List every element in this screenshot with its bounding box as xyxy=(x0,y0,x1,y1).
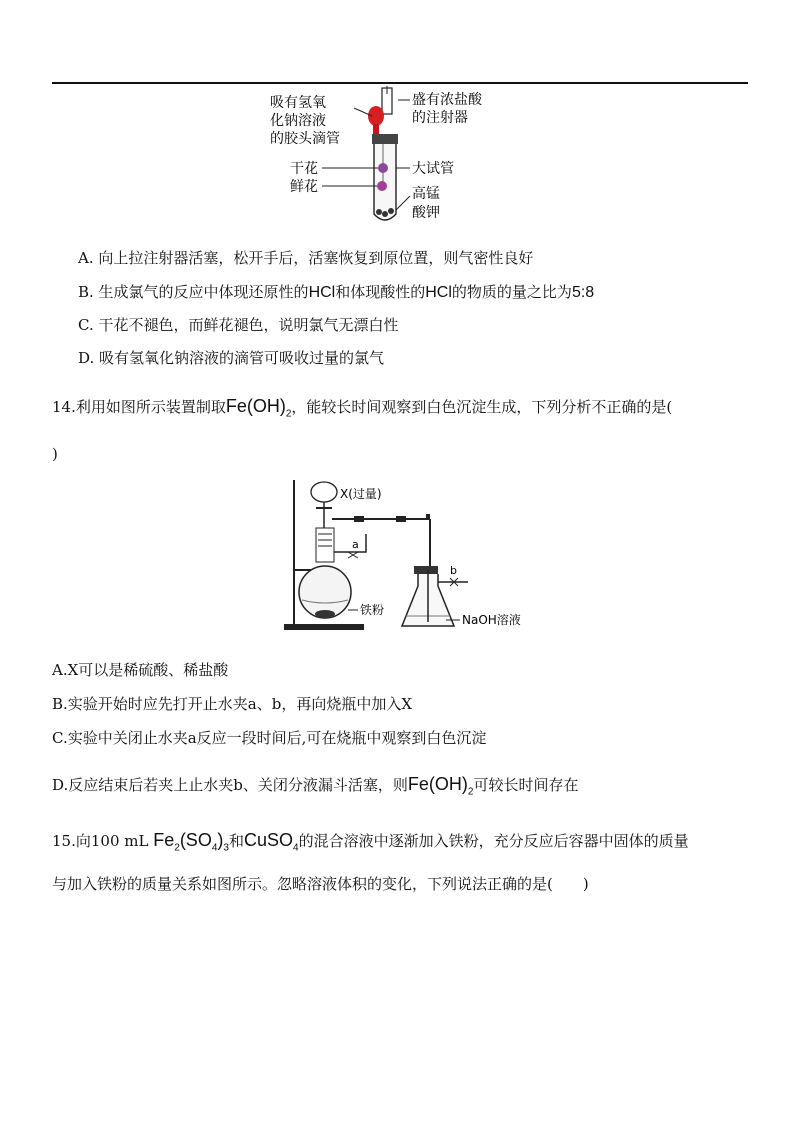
q15-and: 和 xyxy=(228,832,244,850)
iron-powder-label: 铁粉 xyxy=(360,603,385,617)
q13-b-text-post: 的物质的量之比为 xyxy=(451,283,572,301)
hcl-formula-1: HCl xyxy=(308,284,336,301)
q15-post: 的混合溶液中逐渐加入铁粉，充分反应后容器中固体的质量 xyxy=(298,832,689,850)
q14-stem-post: ，能较长时间观察到白色沉淀生成，下列分析不正确的是( xyxy=(291,398,673,416)
feoh2-apparatus-figure xyxy=(278,474,538,634)
syringe-label-1: 盛有浓盐酸 xyxy=(412,92,482,108)
q15-pre: 15.向100 mL xyxy=(52,832,149,850)
x-excess-label: X(过量) xyxy=(340,487,382,501)
q13-b-text-pre: B. 生成氯气的反应中体现还原性的 xyxy=(78,283,309,301)
chlorine-apparatus-figure xyxy=(270,86,500,228)
q14-d-post: 可较长时间存在 xyxy=(473,776,579,794)
fe2so43-formula xyxy=(153,830,229,854)
fe2so43-paren: ) xyxy=(217,830,224,850)
fe2so43-so: (SO xyxy=(179,830,212,850)
dropper-label-2: 化钠溶液 xyxy=(270,113,326,129)
q14-option-c: C.实验中关闭止水夹a反应一段时间后,可在烧瓶中观察到白色沉淀 xyxy=(52,729,487,747)
feoh2-main: Fe(OH) xyxy=(225,396,286,416)
q14-stem-close: ) xyxy=(52,445,58,463)
q15-stem-line2: 与加入铁粉的质量关系如图所示。忽略溶液体积的变化，下列说法正确的是( ) xyxy=(52,875,589,893)
clip-b-label: b xyxy=(450,564,457,577)
q14-option-a: A.X可以是稀硫酸、稀盐酸 xyxy=(52,661,229,679)
q13-b-text-mid: 和体现酸性的 xyxy=(335,283,426,301)
fe2so43-fe: Fe xyxy=(153,830,175,850)
feoh2-formula-d xyxy=(407,774,474,798)
hcl-formula-2: HCl xyxy=(425,284,452,301)
cuso4-main: CuSO xyxy=(243,830,293,850)
feoh2-d-sub: 2 xyxy=(467,786,474,798)
fe2so43-sub-2: 2 xyxy=(174,842,180,854)
fe2so43-sub-3: 3 xyxy=(223,842,229,854)
q14-stem-pre: 14.利用如图所示装置制取 xyxy=(52,398,226,416)
feoh2-sub: 2 xyxy=(285,408,292,420)
feoh2-formula xyxy=(225,396,292,420)
tube-label: 大试管 xyxy=(412,161,454,177)
q13-option-a: A. 向上拉注射器活塞，松开手后，活塞恢复到原位置，则气密性良好 xyxy=(78,249,534,267)
q14-stem xyxy=(52,396,672,425)
naoh-solution-label: NaOH溶液 xyxy=(462,613,521,627)
ratio-value: 5:8 xyxy=(571,284,595,301)
fresh-flower-label: 鲜花 xyxy=(290,179,318,195)
q15-stem xyxy=(52,830,689,859)
clip-a-label: a xyxy=(352,538,359,551)
fe2so43-sub-4: 4 xyxy=(211,842,218,854)
q13-option-b xyxy=(78,282,594,303)
cuso4-sub: 4 xyxy=(293,842,299,854)
dry-flower-label: 干花 xyxy=(290,161,318,177)
feoh2-d-main: Fe(OH) xyxy=(407,774,468,794)
syringe-label-2: 的注射器 xyxy=(412,110,468,126)
kmno4-label-1: 高锰 xyxy=(412,186,440,202)
q13-option-d: D. 吸有氢氧化钠溶液的滴管可吸收过量的氯气 xyxy=(78,349,385,367)
top-rule xyxy=(52,82,748,84)
q13-option-c: C. 干花不褪色，而鲜花褪色，说明氯气无漂白性 xyxy=(78,316,399,334)
q14-d-pre: D.反应结束后若夹上止水夹b、关闭分液漏斗活塞，则 xyxy=(52,776,408,794)
q14-option-b: B.实验开始时应先打开止水夹a、b，再向烧瓶中加入X xyxy=(52,695,413,713)
cuso4-formula xyxy=(243,830,299,854)
q14-option-d xyxy=(52,774,578,803)
dropper-label-1: 吸有氢氧 xyxy=(270,95,326,111)
dropper-label-3: 的胶头滴管 xyxy=(270,131,340,147)
kmno4-label-2: 酸钾 xyxy=(412,205,440,221)
